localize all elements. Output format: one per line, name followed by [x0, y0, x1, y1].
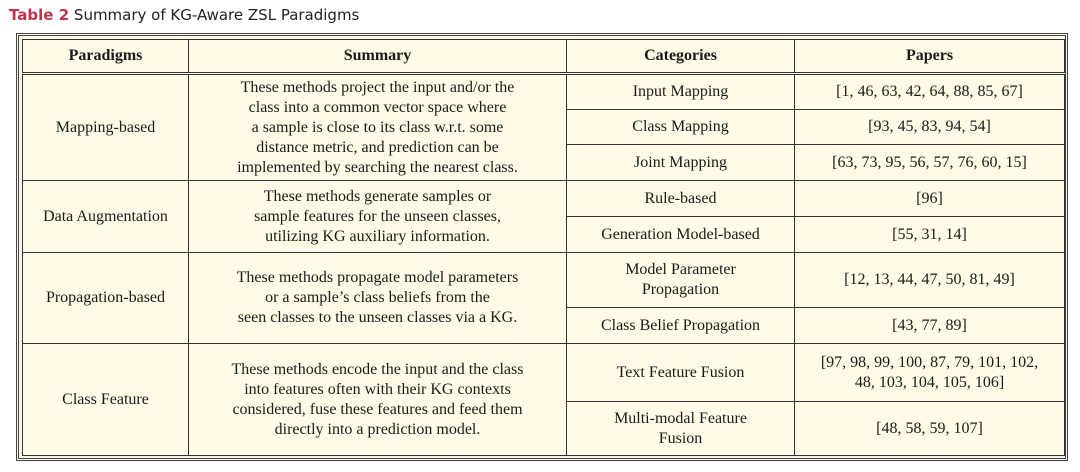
table-caption	[9, 5, 359, 25]
summary-cell: These methods propagate model parameters or a sample’s class beliefs from the seen classes to the unseen classes via a KG.	[189, 253, 567, 344]
summary-cell: These methods project the input and/or the class into a common vector space where a sample is close to its class w.r.t. some distance metric, and prediction can be implemented by searching the nearest class.	[189, 74, 567, 181]
category-cell: Rule-based	[567, 181, 795, 217]
papers-cell: [43, 77, 89]	[795, 308, 1065, 344]
category-cell: Input Mapping	[567, 74, 795, 110]
category-cell: Model Parameter Propagation	[567, 253, 795, 308]
table-frame	[16, 33, 1068, 461]
category-cell: Multi-modal Feature Fusion	[567, 402, 795, 456]
table-row	[23, 181, 1065, 217]
paradigms-table	[22, 39, 1065, 456]
header-paradigms: Paradigms	[23, 40, 189, 74]
summary-cell: These methods encode the input and the class into features often with their KG contexts considered, fuse these features and feed them directly into a prediction model.	[189, 344, 567, 456]
table-row	[23, 344, 1065, 402]
header-categories: Categories	[567, 40, 795, 74]
papers-cell: [48, 58, 59, 107]	[795, 402, 1065, 456]
summary-cell: These methods generate samples or sample features for the unseen classes, utilizing KG auxiliary information.	[189, 181, 567, 253]
table-row	[23, 253, 1065, 308]
papers-cell: [97, 98, 99, 100, 87, 79, 101, 102, 48, 103, 104, 105, 106]	[795, 344, 1065, 402]
table-label: Table 2	[9, 6, 70, 24]
paradigm-cell: Data Augmentation	[23, 181, 189, 253]
category-cell: Class Mapping	[567, 110, 795, 145]
table-title: Summary of KG-Aware ZSL Paradigms	[73, 6, 360, 24]
paradigm-cell: Class Feature	[23, 344, 189, 456]
category-cell: Generation Model-based	[567, 217, 795, 253]
header-summary: Summary	[189, 40, 567, 74]
paradigm-cell: Propagation-based	[23, 253, 189, 344]
header-row	[23, 40, 1065, 74]
table-row	[23, 74, 1065, 110]
papers-cell: [12, 13, 44, 47, 50, 81, 49]	[795, 253, 1065, 308]
category-cell: Joint Mapping	[567, 145, 795, 181]
papers-cell: [63, 73, 95, 56, 57, 76, 60, 15]	[795, 145, 1065, 181]
category-cell: Class Belief Propagation	[567, 308, 795, 344]
papers-cell: [96]	[795, 181, 1065, 217]
papers-cell: [1, 46, 63, 42, 64, 88, 85, 67]	[795, 74, 1065, 110]
papers-cell: [93, 45, 83, 94, 54]	[795, 110, 1065, 145]
paradigm-cell: Mapping-based	[23, 74, 189, 181]
header-papers: Papers	[795, 40, 1065, 74]
category-cell: Text Feature Fusion	[567, 344, 795, 402]
papers-cell: [55, 31, 14]	[795, 217, 1065, 253]
